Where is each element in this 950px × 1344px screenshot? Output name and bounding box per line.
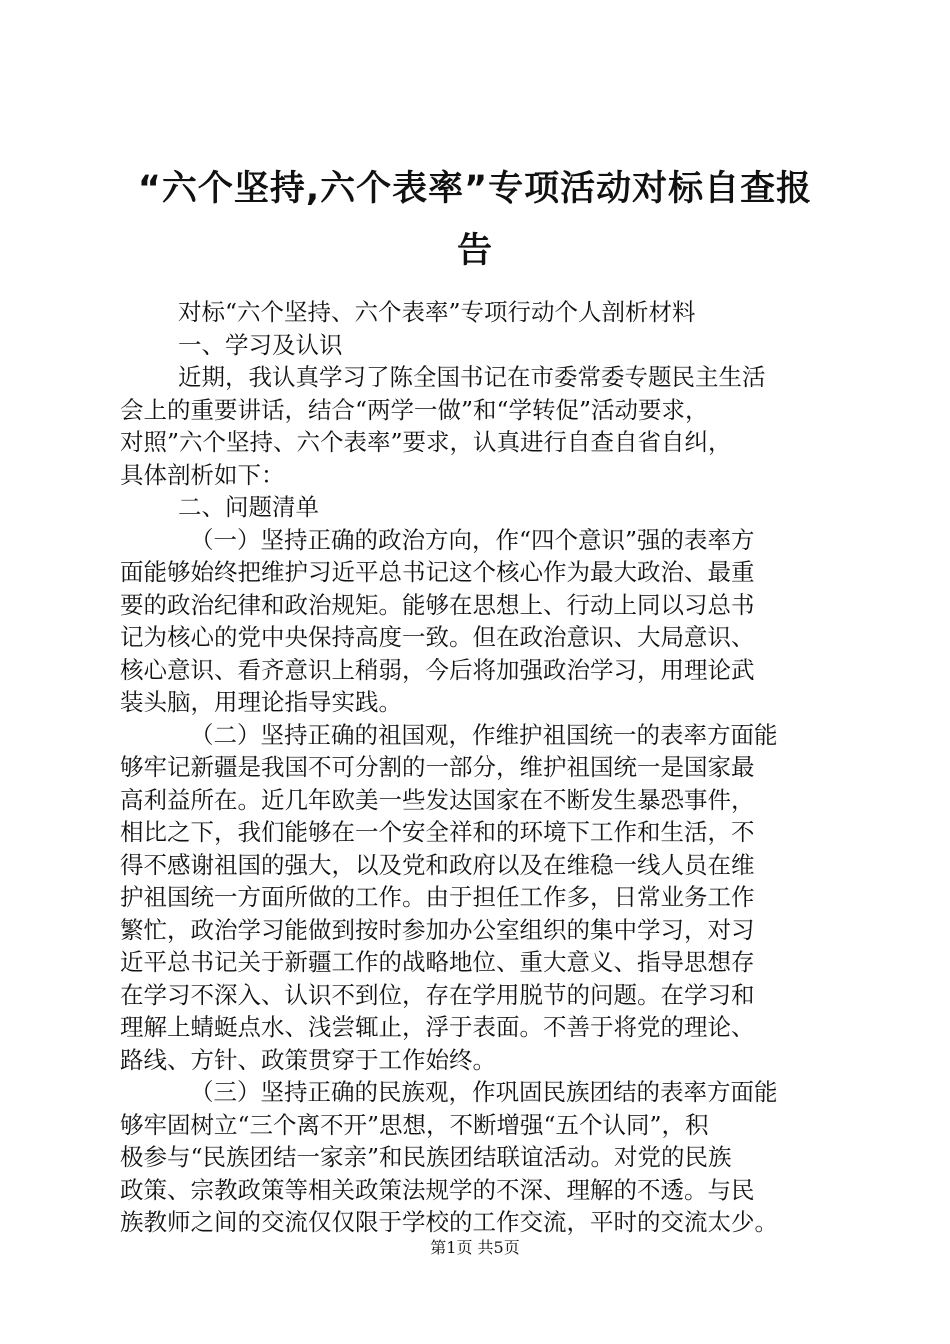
paragraph-line: （一）坚持正确的政治方向，作“四个意识”强的表率方 — [190, 525, 755, 554]
section-heading-study: 一、学习及认识 — [178, 330, 343, 359]
paragraph-line: 极参与“民族团结一家亲”和民族团结联谊活动。对党的民族 — [120, 1143, 732, 1171]
page-footer: 第1页 共5页 — [430, 1238, 520, 1257]
paragraph-line: 理解上蜻蜓点水、浅尝辄止，浮于表面。不善于将党的理论、 — [120, 1013, 755, 1041]
paragraph-line: 记为核心的党中央保持高度一致。但在政治意识、大局意识、 — [120, 623, 755, 651]
paragraph-line: 够牢记新疆是我国不可分割的一部分，维护祖国统一是国家最 — [120, 753, 755, 781]
section-heading-issues: 二、问题清单 — [178, 493, 319, 521]
paragraph-line: 相比之下，我们能够在一个安全祥和的环境下工作和生活，不 — [120, 818, 755, 846]
document-body — [120, 296, 830, 1239]
paragraph-line: 近期，我认真学习了陈全国书记在市委常委专题民主生活 — [178, 363, 766, 391]
paragraph-line: 繁忙，政治学习能做到按时参加办公室组织的集中学习，对习 — [120, 915, 755, 944]
paragraph-line: 核心意识、看齐意识上稍弱，今后将加强政治学习，用理论武 — [120, 655, 755, 684]
title-line-1: “六个坚持,六个表率”专项活动对标自查报 — [137, 169, 813, 209]
subtitle-line: 对标“六个坚持、六个表率”专项行动个人剖析材料 — [178, 298, 696, 326]
paragraph-line: 对照”六个坚持、六个表率”要求，认真进行自查自省自纠， — [120, 428, 732, 456]
paragraph-line: 会上的重要讲话，结合“两学一做”和“学转促”活动要求， — [120, 395, 709, 424]
paragraph-line: 高利益所在。近几年欧美一些发达国家在不断发生暴恐事件， — [120, 785, 755, 814]
paragraph-line: 在学习不深入、认识不到位，存在学用脱节的问题。在学习和 — [120, 980, 755, 1009]
paragraph-line: 政策、宗教政策等相关政策法规学的不深、理解的不透。与民 — [120, 1175, 755, 1204]
paragraph-line: 得不感谢祖国的强大，以及党和政府以及在维稳一线人员在维 — [120, 850, 755, 879]
paragraph-line: 面能够始终把维护习近平总书记这个核心作为最大政治、最重 — [120, 558, 755, 586]
paragraph-line: 近平总书记关于新疆工作的战略地位、重大意义、指导思想存 — [120, 948, 755, 976]
paragraph-line: 要的政治纪律和政治规矩。能够在思想上、行动上同以习总书 — [120, 590, 755, 619]
title-line-2: 告 — [456, 231, 493, 271]
paragraph-line: 装头脑，用理论指导实践。 — [120, 688, 402, 716]
paragraph-line: 族教师之间的交流仅仅限于学校的工作交流，平时的交流太少。 — [120, 1208, 778, 1236]
paragraph-line: 路线、方针、政策贯穿于工作始终。 — [120, 1045, 496, 1074]
paragraph-line: 够牢固树立“三个离不开”思想，不断增强“五个认同”，积 — [120, 1110, 709, 1139]
paragraph-line: （三）坚持正确的民族观，作巩固民族团结的表率方面能 — [190, 1078, 778, 1106]
paragraph-line: （二）坚持正确的祖国观，作维护祖国统一的表率方面能 — [190, 720, 778, 749]
paragraph-line: 具体剖析如下： — [120, 460, 285, 489]
document-title — [120, 158, 830, 282]
paragraph-line: 护祖国统一方面所做的工作。由于担任工作多，日常业务工作 — [120, 883, 755, 911]
